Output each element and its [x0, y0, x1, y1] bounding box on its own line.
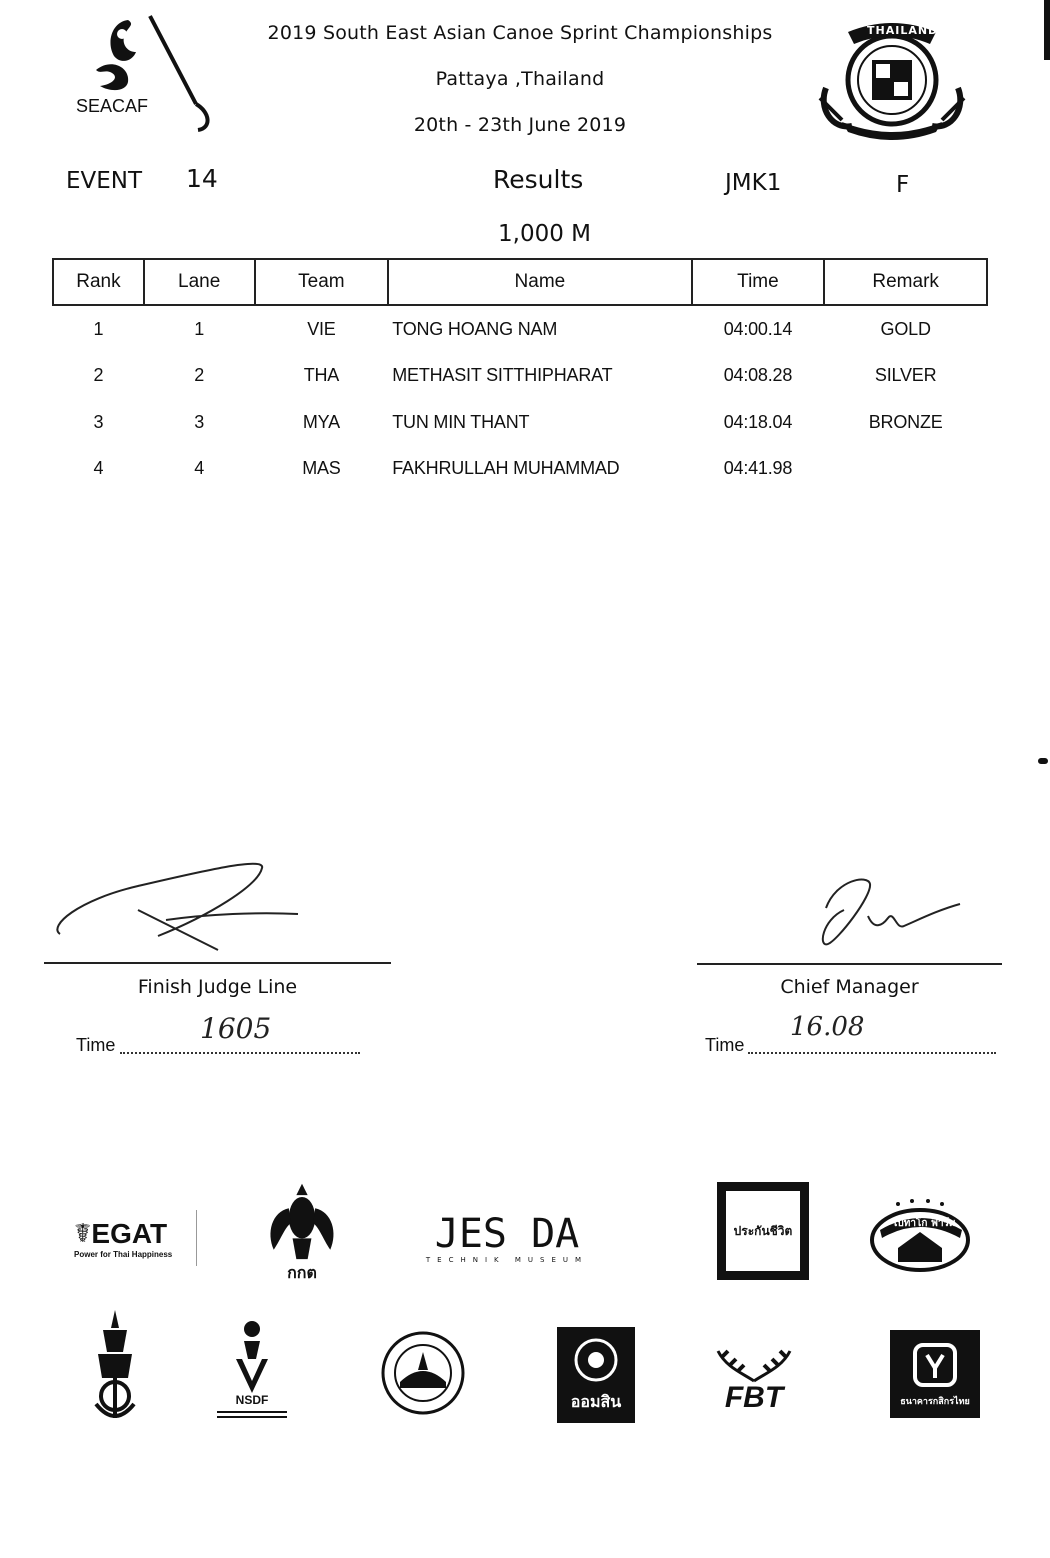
fbt-logo — [712, 1340, 796, 1416]
lane-cell: 4 — [194, 458, 205, 479]
time-cell: 04:18.04 — [723, 411, 793, 432]
city-seal-icon — [380, 1330, 466, 1416]
results-table — [52, 258, 988, 492]
chief-manager-time-dots — [748, 1052, 996, 1054]
scan-edge-mark — [1044, 0, 1050, 60]
aomsin-logo-text: ออมสิน — [570, 1391, 622, 1411]
aomsin-emblem-icon — [572, 1336, 620, 1384]
finish-judge-signature — [48, 856, 308, 956]
egat-logo-text: EGAT — [91, 1217, 168, 1249]
finish-judge-time-dots — [120, 1052, 360, 1054]
garuda-icon — [262, 1180, 342, 1261]
egat-flame-icon: ☤ — [74, 1218, 92, 1249]
kkt-logo-text: กกต — [287, 1263, 317, 1282]
championship-location: Pattaya ,Thailand — [435, 68, 605, 90]
jesada-logo-subtitle: TECHNIK MUSEUM — [425, 1256, 589, 1264]
time-cell: 04:08.28 — [723, 365, 793, 386]
kasikorn-logo-text: ธนาคารกสิกรไทย — [900, 1397, 970, 1407]
championship-title: 2019 South East Asian Canoe Sprint Championships — [267, 22, 773, 44]
insurance-logo — [717, 1182, 809, 1280]
nsdf-caption-lines — [217, 1411, 287, 1418]
name-cell: TUN MIN THANT — [392, 411, 530, 432]
team-cell: MYA — [302, 411, 340, 432]
lane-cell: 1 — [194, 318, 205, 339]
table-row — [53, 399, 987, 446]
nsdf-logo — [214, 1310, 290, 1426]
table-row — [53, 353, 987, 400]
team-cell: THA — [303, 365, 340, 386]
event-distance: 1,000 M — [498, 221, 591, 247]
column-header-team: Team — [255, 259, 389, 305]
torch-runner-icon — [222, 1319, 282, 1393]
event-category: JMK1 — [725, 170, 782, 196]
scan-edge-dot — [1038, 758, 1048, 764]
egat-logo — [74, 1210, 197, 1266]
column-header-time: Time — [692, 259, 825, 305]
table-row — [53, 446, 987, 493]
finish-judge-label: Finish Judge Line — [137, 976, 298, 998]
event-number: 14 — [186, 164, 218, 193]
team-cell: VIE — [307, 318, 336, 339]
pattaya-city-seal — [380, 1330, 466, 1416]
kbank-emblem-icon — [910, 1340, 960, 1390]
remark-cell: BRONZE — [868, 411, 943, 432]
rank-cell: 1 — [93, 318, 104, 339]
seacaf-logo-text: SEACAF — [76, 96, 149, 116]
column-header-remark: Remark — [824, 259, 987, 305]
time-cell: 04:00.14 — [723, 318, 793, 339]
betagro-farm-logo — [868, 1196, 974, 1284]
time-cell: 04:41.98 — [723, 458, 793, 479]
egat-tagline: Power for Thai Happiness — [74, 1249, 173, 1259]
chief-manager-label: Chief Manager — [780, 976, 919, 998]
lane-cell: 3 — [194, 411, 205, 432]
column-header-rank: Rank — [53, 259, 144, 305]
championship-dates: 20th - 23th June 2019 — [413, 114, 627, 136]
table-header-row — [53, 259, 987, 305]
name-cell: FAKHRULLAH MUHAMMAD — [392, 458, 620, 479]
event-round: F — [896, 172, 910, 198]
finish-judge-time-value: 1605 — [200, 1012, 272, 1045]
chief-manager-time-value: 16.08 — [790, 1012, 865, 1042]
remark-cell: SILVER — [874, 365, 937, 386]
rank-cell: 3 — [93, 411, 104, 432]
thailand-association-seal — [812, 18, 972, 140]
column-header-name: Name — [388, 259, 691, 305]
remark-cell: GOLD — [880, 318, 931, 339]
seacaf-logo — [70, 12, 230, 132]
navy-emblem-logo — [88, 1308, 142, 1424]
team-cell: MAS — [302, 458, 341, 479]
farm-logo-text: เบทาโก ฟาร์ม — [894, 1218, 956, 1229]
fbt-logo-text: FBT — [724, 1381, 784, 1414]
farm-badge-icon — [868, 1196, 974, 1284]
jesada-logo-text: JES DA — [434, 1211, 580, 1257]
results-heading: Results — [493, 165, 584, 194]
rank-cell: 4 — [93, 458, 104, 479]
finish-judge-signature-line — [44, 962, 391, 964]
aomsin-bank-logo — [557, 1327, 635, 1423]
column-header-lane: Lane — [144, 259, 255, 305]
chief-manager-signature-line — [697, 963, 1002, 965]
crown-anchor-icon — [88, 1308, 142, 1424]
remark-cell — [824, 446, 987, 493]
seal-banner-text: THAILAND — [867, 24, 939, 37]
event-label: EVENT — [66, 168, 143, 194]
insurance-logo-text: ประกันชีวิต — [733, 1223, 793, 1238]
laurel-icon — [712, 1343, 796, 1383]
name-cell: TONG HOANG NAM — [392, 318, 558, 339]
jesada-logo — [424, 1210, 590, 1268]
rank-cell: 2 — [93, 365, 104, 386]
chief-manager-time-label: Time — [705, 1035, 745, 1055]
nsdf-logo-text: NSDF — [235, 1392, 269, 1407]
name-cell: METHASIT SITTHIPHARAT — [392, 365, 613, 386]
finish-judge-time-label: Time — [76, 1035, 116, 1055]
kasikorn-bank-logo — [890, 1330, 980, 1418]
lane-cell: 2 — [194, 365, 205, 386]
table-row — [53, 305, 987, 353]
chief-manager-signature — [808, 870, 968, 950]
kkt-logo — [262, 1180, 342, 1286]
